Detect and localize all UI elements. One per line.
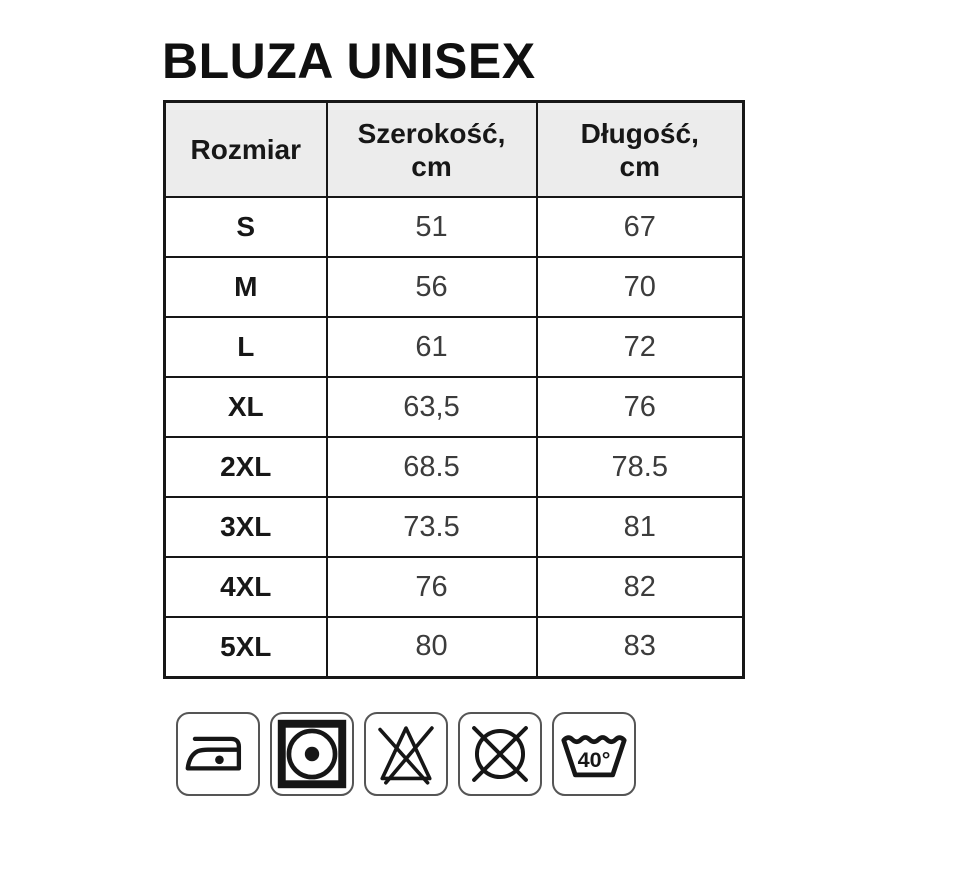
column-header-size (165, 102, 327, 198)
width-value: 76 (327, 557, 537, 617)
width-value: 68.5 (327, 437, 537, 497)
size-label: 2XL (165, 437, 327, 497)
tumble-dry-icon (276, 718, 348, 790)
size-label: M (165, 257, 327, 317)
do-not-bleach-icon (370, 718, 442, 790)
wash-40-degrees-icon (558, 718, 630, 790)
length-value: 76 (537, 377, 744, 437)
care-symbol-box (364, 712, 448, 796)
do-not-dry-clean-icon (464, 718, 536, 790)
size-table (163, 100, 745, 679)
page-title: BLUZA UNISEX (162, 33, 536, 89)
size-table-body (165, 197, 744, 677)
width-value: 56 (327, 257, 537, 317)
size-table-header-row (165, 102, 744, 198)
column-header-length (537, 102, 744, 198)
table-row (165, 497, 744, 557)
width-value: 73.5 (327, 497, 537, 557)
table-row (165, 317, 744, 377)
size-label: XL (165, 377, 327, 437)
column-header-size-label: Rozmiar (190, 134, 301, 165)
table-row (165, 257, 744, 317)
column-header-width-label: Szerokość, (357, 117, 506, 149)
table-row (165, 617, 744, 677)
size-label: 3XL (165, 497, 327, 557)
column-header-width (327, 102, 537, 198)
care-symbol-box (552, 712, 636, 796)
length-value: 83 (537, 617, 744, 677)
length-value: 72 (537, 317, 744, 377)
length-value: 82 (537, 557, 744, 617)
size-label: L (165, 317, 327, 377)
table-row (165, 377, 744, 437)
care-symbol-box (176, 712, 260, 796)
width-value: 63,5 (327, 377, 537, 437)
table-row (165, 557, 744, 617)
length-value: 81 (537, 497, 744, 557)
table-row (165, 437, 744, 497)
size-label: 5XL (165, 617, 327, 677)
length-value: 78.5 (537, 437, 744, 497)
care-symbol-box (270, 712, 354, 796)
column-header-length-sublabel: cm (619, 150, 660, 182)
size-label: 4XL (165, 557, 327, 617)
size-label: S (165, 197, 327, 257)
width-value: 51 (327, 197, 537, 257)
width-value: 80 (327, 617, 537, 677)
width-value: 61 (327, 317, 537, 377)
table-row (165, 197, 744, 257)
care-symbol-box (458, 712, 542, 796)
wash-temperature-label: 40° (577, 746, 611, 772)
care-symbols-row (176, 712, 636, 796)
length-value: 67 (537, 197, 744, 257)
length-value: 70 (537, 257, 744, 317)
iron-low-temperature-icon (182, 718, 254, 790)
column-header-length-label: Długość, (580, 117, 699, 149)
column-header-width-sublabel: cm (411, 150, 452, 182)
